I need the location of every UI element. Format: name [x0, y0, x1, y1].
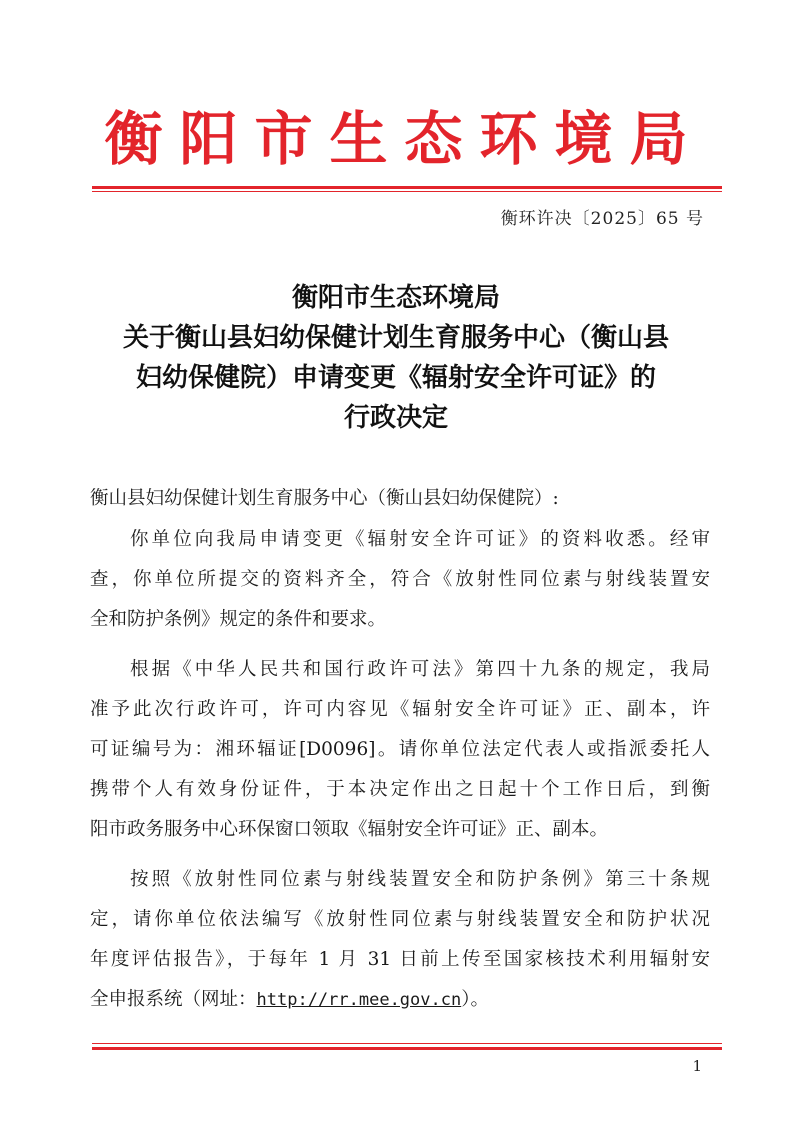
system-url-link[interactable]: http://rr.mee.gov.cn — [256, 990, 462, 1010]
paragraph-line: 携带个人有效身份证件，于本决定作出之日起十个工作日后，到衡 — [90, 779, 710, 800]
paragraph-line: 按照《放射性同位素与射线装置安全和防护条例》第三十条规 — [130, 869, 710, 890]
paragraph-line: 准予此次行政许可，许可内容见《辐射安全许可证》正、副本，许 — [90, 699, 710, 720]
paragraph-line: 可证编号为：湘环辐证[D0096]。请你单位法定代表人或指派委托人 — [90, 739, 710, 760]
paragraph-line: 全和防护条例》规定的条件和要求。 — [90, 609, 387, 630]
document-title — [80, 278, 712, 438]
page-number: 1 — [692, 1057, 702, 1075]
paragraph-3 — [90, 860, 710, 1020]
paragraph-line: 根据《中华人民共和国行政许可法》第四十九条的规定，我局 — [130, 659, 710, 680]
title-line-3: 妇幼保健院）申请变更《辐射安全许可证》的 — [135, 363, 656, 393]
url-prefix: 全申报系统（网址： — [90, 989, 257, 1010]
paragraph-2 — [90, 650, 710, 850]
document-number: 衡环许决〔2025〕65 号 — [500, 209, 704, 229]
url-suffix: ）。 — [461, 989, 489, 1010]
salutation: 衡山县妇幼保健计划生育服务中心（衡山县妇幼保健院）: — [90, 488, 559, 509]
paragraph-line: 查，你单位所提交的资料齐全，符合《放射性同位素与射线装置安 — [90, 569, 710, 590]
paragraph-line: 年度评估报告》，于每年 1 月 31 日前上传至国家核技术利用辐射安 — [90, 949, 710, 970]
paragraph-1 — [90, 520, 710, 640]
paragraph-line: 你单位向我局申请变更《辐射安全许可证》的资料收悉。经审 — [130, 529, 710, 550]
paragraph-line — [90, 980, 710, 1020]
agency-masthead: 衡阳市生态环境局 — [104, 105, 705, 173]
footer-rule-thick — [92, 1047, 722, 1050]
paragraph-line: 阳市政务服务中心环保窗口领取《辐射安全许可证》正、副本。 — [90, 819, 609, 840]
title-line-2: 关于衡山县妇幼保健计划生育服务中心（衡山县 — [122, 323, 669, 353]
title-line-1: 衡阳市生态环境局 — [291, 283, 500, 313]
paragraph-line: 定，请你单位依法编写《放射性同位素与射线装置安全和防护状况 — [90, 909, 710, 930]
footer-rule-thin — [92, 1043, 722, 1044]
title-line-4: 行政决定 — [343, 403, 448, 433]
masthead-rule-thick — [92, 186, 722, 189]
masthead-rule-thin — [92, 191, 722, 192]
